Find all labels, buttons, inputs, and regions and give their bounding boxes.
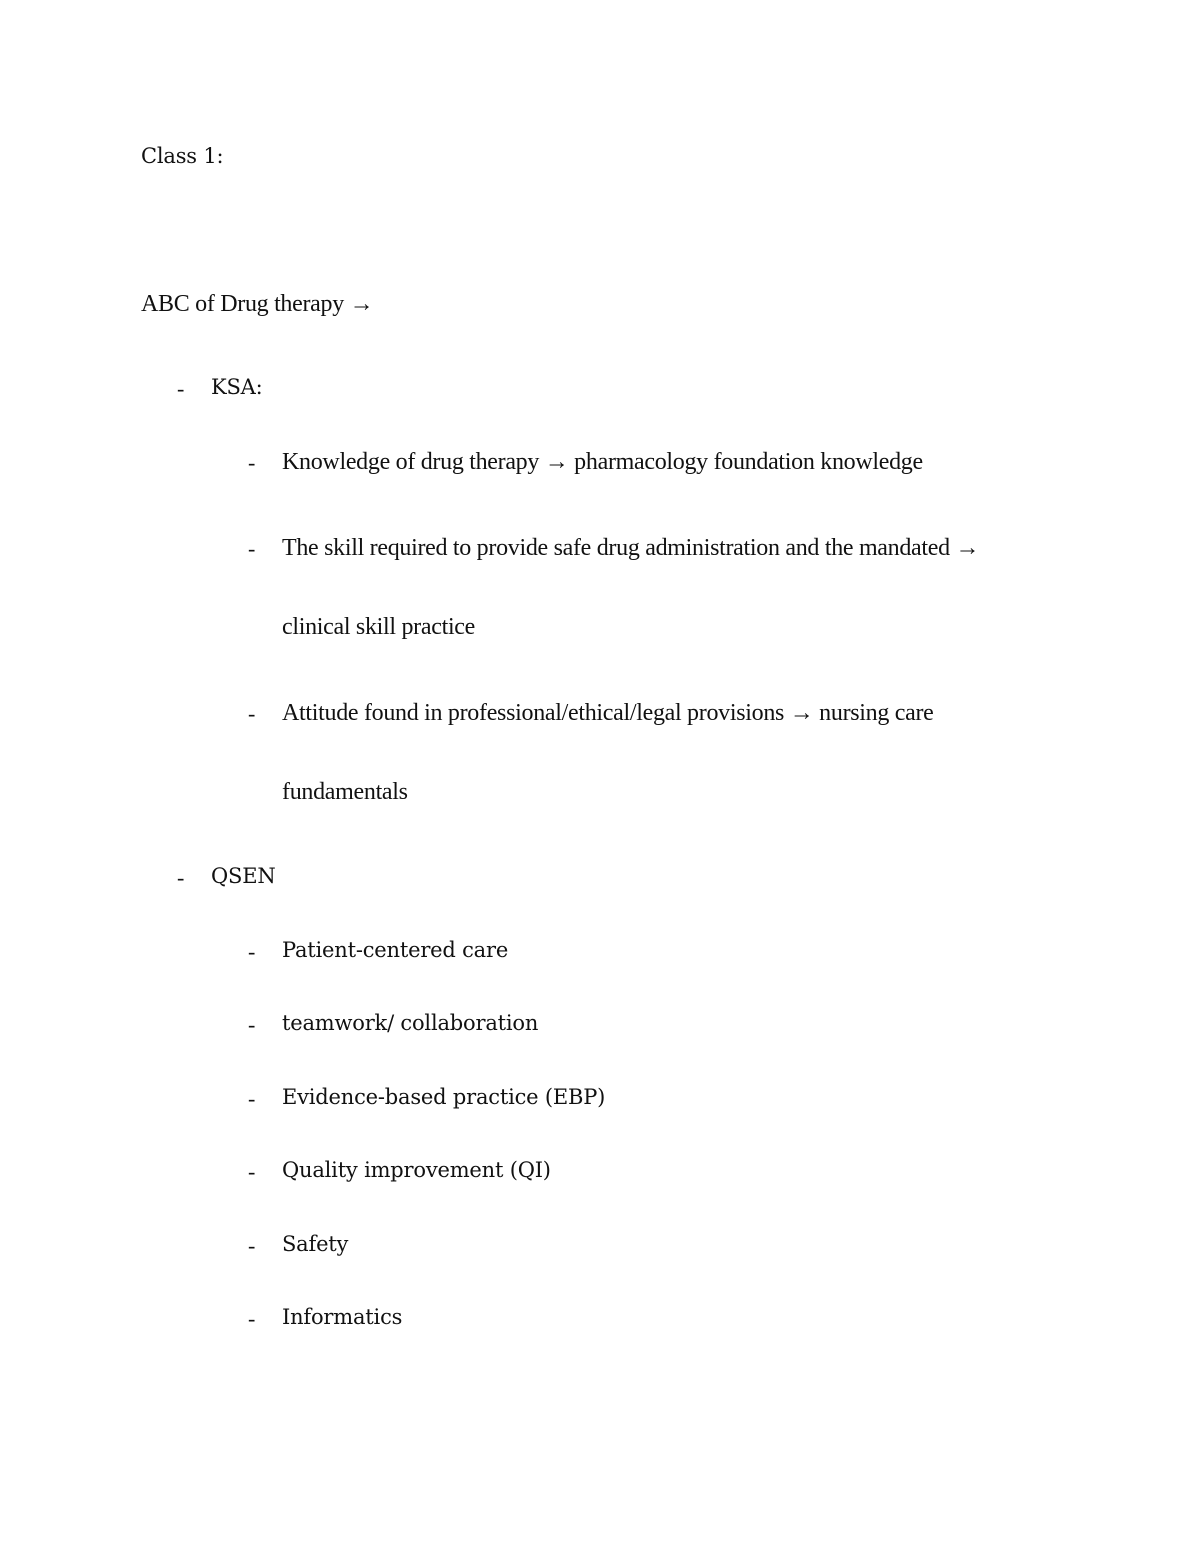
- bullet-dash: -: [248, 1086, 256, 1111]
- bullet-dash: -: [177, 865, 185, 890]
- qsen-item-teamwork: teamwork/ collaboration: [282, 1011, 539, 1035]
- qsen-item-ebp: Evidence-based practice (EBP): [282, 1085, 606, 1109]
- section-title: ABC of Drug therapy →: [141, 291, 374, 317]
- ksa-item-skill-continued: clinical skill practice: [282, 614, 476, 640]
- ksa-item-attitude-continued: fundamentals: [282, 779, 408, 805]
- bullet-dash: -: [248, 450, 256, 475]
- bullet-dash: -: [248, 1233, 256, 1258]
- bullet-dash: -: [248, 939, 256, 964]
- class-heading: Class 1:: [141, 144, 224, 168]
- ksa-label: KSA:: [211, 375, 263, 399]
- bullet-dash: -: [248, 1159, 256, 1184]
- bullet-dash: -: [248, 701, 256, 726]
- bullet-dash: -: [248, 1012, 256, 1037]
- ksa-item-knowledge: Knowledge of drug therapy → pharmacology foundation knowledge: [282, 449, 923, 475]
- qsen-item-qi: Quality improvement (QI): [282, 1158, 551, 1182]
- ksa-item-attitude: Attitude found in professional/ethical/legal provisions → nursing care: [282, 700, 934, 726]
- qsen-item-patient-centered-care: Patient-centered care: [282, 938, 509, 962]
- bullet-dash: -: [248, 536, 256, 561]
- bullet-dash: -: [177, 376, 185, 401]
- qsen-item-informatics: Informatics: [282, 1305, 403, 1329]
- qsen-item-safety: Safety: [282, 1232, 349, 1256]
- ksa-item-skill: The skill required to provide safe drug administration and the mandated →: [282, 535, 980, 561]
- bullet-dash: -: [248, 1306, 256, 1331]
- qsen-label: QSEN: [211, 864, 276, 888]
